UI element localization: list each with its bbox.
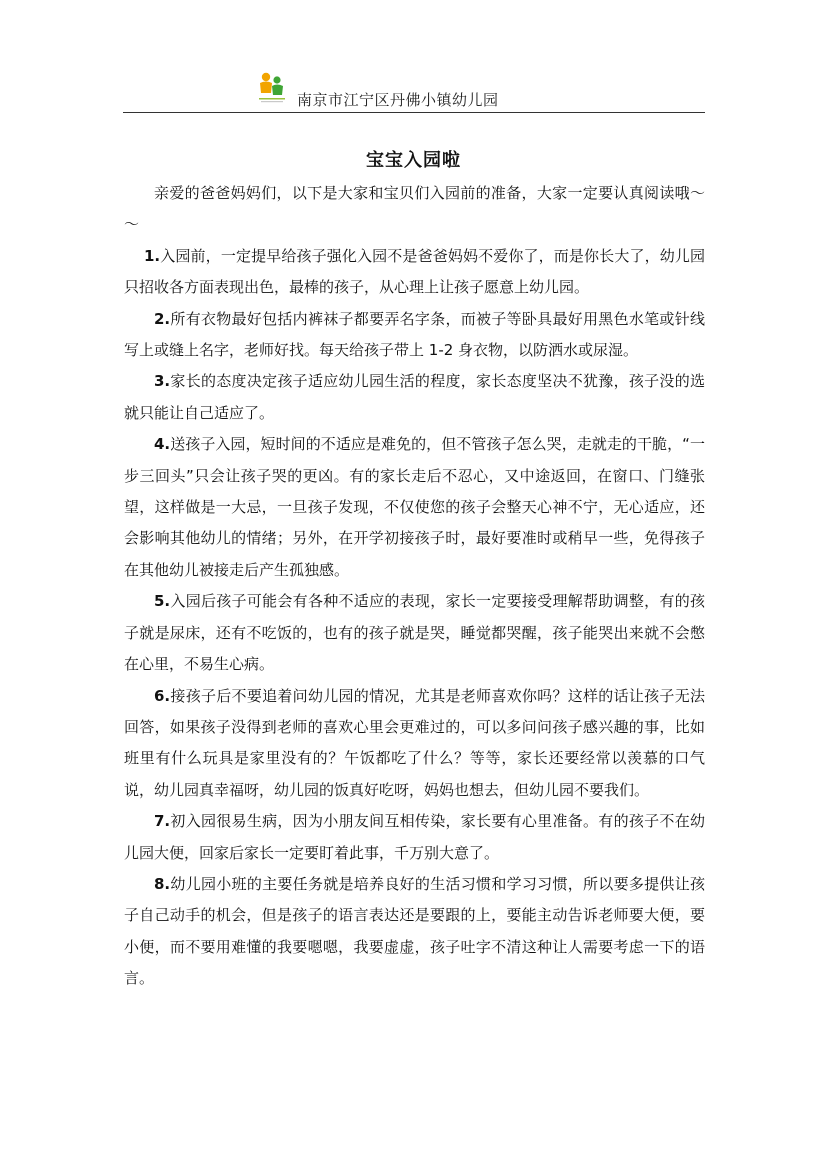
item-number: 2.	[154, 309, 171, 328]
list-item	[124, 806, 705, 869]
list-item	[124, 241, 705, 304]
item-text: 所有衣物最好包括内裤袜子都要弄名字条，而被子等卧具最好用黑色水笔或针线写上或缝上名字，老师好找。每天给孩子带上 1-2 身衣物，以防洒水或尿湿。	[124, 309, 705, 360]
item-text: 初入园很易生病，因为小朋友间互相传染，家长要有心里准备。有的孩子不在幼儿园大便，回家后家长一定要盯着此事，千万别大意了。	[124, 812, 705, 862]
list-item	[124, 304, 705, 367]
item-text: 入园后孩子可能会有各种不适应的表现，家长一定要接受理解帮助调整，有的孩子就是尿床，还有不吃饭的，也有的孩子就是哭，睡觉都哭醒，孩子能哭出来就不会憋在心里，不易生心病。	[124, 592, 705, 674]
item-number: 3.	[154, 372, 171, 391]
school-name: 南京市江宁区丹佛小镇幼儿园	[297, 91, 499, 109]
intro-paragraph: 亲爱的爸爸妈妈们，以下是大家和宝贝们入园前的准备，大家一定要认真阅读哦～～	[124, 184, 705, 234]
school-logo-icon	[257, 71, 287, 105]
item-number: 7.	[154, 812, 171, 831]
item-text: 送孩子入园，短时间的不适应是难免的，但不管孩子怎么哭，走就走的干脆，“一步三回头”只会让孩子哭的更凶。有的家长走后不忍心，又中途返回，在窗口、门缝张望，这样做是一大忌，一旦孩子发现，不仅使您的孩子会整天心神不宁，无心适应，还会影响其他幼儿的情绪；另外，在开学初接孩子时，最好要准时或稍早一些，免得孩子在其他幼儿被接走后产生孤独感。	[124, 435, 705, 579]
header-divider	[123, 112, 705, 113]
list-item	[124, 366, 705, 429]
item-number: 8.	[154, 874, 171, 893]
item-number: 5.	[154, 592, 171, 611]
item-text: 幼儿园小班的主要任务就是培养良好的生活习惯和学习习惯，所以要多提供让孩子自己动手的机会，但是孩子的语言表达还是要跟的上，要能主动告诉老师要大便，要小便，而不要用难懂的我要嗯嗯，我要虚虚，孩子吐字不清这种让人需要考虑一下的语言。	[124, 874, 705, 988]
item-number: 4.	[154, 435, 171, 454]
item-text: 入园前，一定提早给孩子强化入园不是爸爸妈妈不爱你了，而是你长大了，幼儿园只招收各方面表现出色，最棒的孩子，从心理上让孩子愿意上幼儿园。	[124, 246, 705, 297]
list-item	[124, 586, 705, 680]
list-item	[124, 681, 705, 807]
page-title: 宝宝入园啦	[366, 150, 461, 171]
list-item	[124, 869, 705, 995]
item-text: 家长的态度决定孩子适应幼儿园生活的程度，家长态度坚决不犹豫，孩子没的选就只能让自己适应了。	[124, 372, 705, 422]
list-item	[124, 429, 705, 586]
item-text: 接孩子后不要追着问幼儿园的情况，尤其是老师喜欢你吗？这样的话让孩子无法回答，如果孩子没得到老师的喜欢心里会更难过的，可以多问问孩子感兴趣的事，比如班里有什么玩具是家里没有的？午饭都吃了什么？等等，家长还要经常以羡慕的口气说，幼儿园真幸福呀，幼儿园的饭真好吃呀，妈妈也想去，但幼儿园不要我们。	[124, 686, 705, 799]
document-body	[124, 178, 705, 995]
item-number: 6.	[154, 686, 171, 705]
page-header	[123, 68, 705, 114]
item-number: 1.	[144, 246, 161, 265]
